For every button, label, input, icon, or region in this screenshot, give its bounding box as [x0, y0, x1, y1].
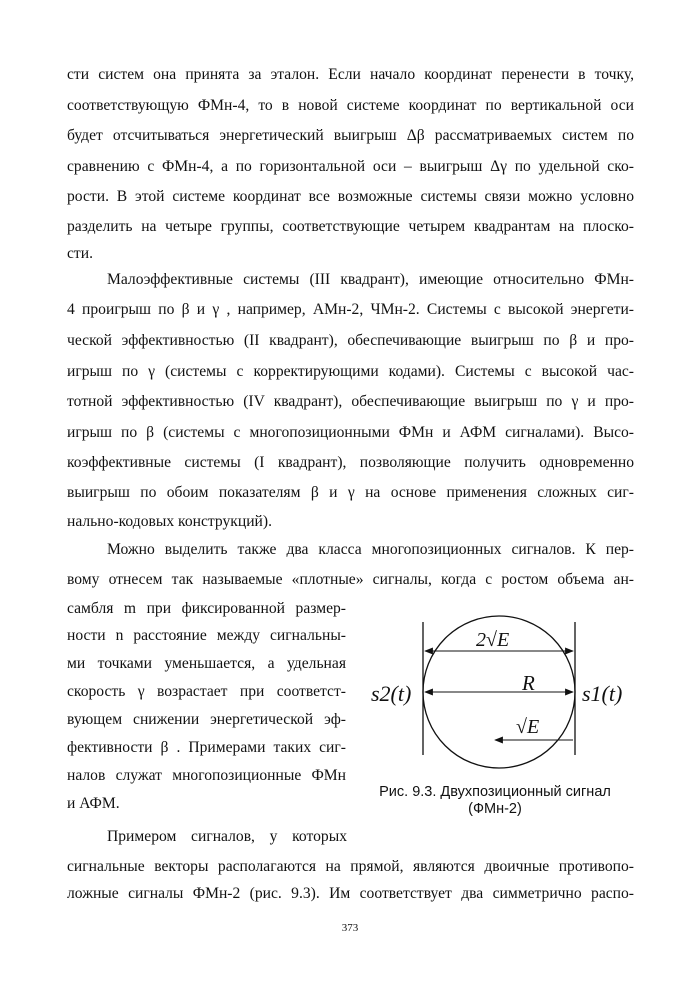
text-line: соответствующую ФМн-4, то в новой системе координат по вертикальной оси — [67, 97, 634, 114]
text-line: фективности β . Примерами таких сиг- — [67, 739, 346, 756]
label-2sqrtE: 2√E — [476, 629, 510, 651]
figure-caption: Рис. 9.3. Двухпозиционный сигнал — [379, 784, 611, 800]
text-line: вующем снижении энергетической эф- — [67, 711, 346, 728]
text-line: сти. — [67, 245, 93, 262]
text-line: рости. В этой системе координат все возможные системы связи можно условно — [67, 188, 634, 205]
text-line: сигнальные векторы располагаются на прямой, являются двоичные противопо- — [67, 858, 634, 875]
text-line: игрыш по β (системы с многопозиционными ФМн и АФМ сигналами). Высо- — [67, 424, 634, 441]
text-line: Можно выделить также два класса многопозиционных сигналов. К пер- — [107, 541, 634, 558]
page-number: 373 — [341, 922, 359, 934]
text-line: разделить на четыре группы, соответствующие четырем квадрантам на плоско- — [67, 218, 634, 235]
text-line: Примером сигналов, у которых — [107, 828, 347, 845]
text-line: сти систем она принята за эталон. Если начало координат перенести в точку, — [67, 66, 634, 83]
text-line: 4 проигрыш по β и γ , например, АМн-2, ЧМн-2. Системы с высокой энергети- — [67, 301, 634, 318]
text-line: выигрыш по обоим показателям β и γ на основе применения сложных сиг- — [67, 484, 634, 501]
text-line: будет отсчитываться энергетический выигрыш Δβ рассматриваемых систем по — [67, 127, 634, 144]
text-line: тотной эффективностью (IV квадрант), обеспечивающие выигрыш по γ и про- — [67, 393, 634, 410]
text-line: ложные сигналы ФМн-2 (рис. 9.3). Им соответствует два симметрично распо- — [67, 885, 634, 902]
text-line: налов служат многопозиционные ФМн — [67, 767, 346, 784]
text-line: коэффективные системы (I квадрант), позволяющие получить одновременно — [67, 454, 634, 471]
text-line: скорость γ возрастает при соответст- — [67, 683, 346, 700]
label-s2: s2(t) — [371, 681, 412, 706]
text-line: сравнению с ФМн-4, а по горизонтальной оси – выигрыш Δγ по удельной ско- — [67, 158, 634, 175]
text-line: игрыш по γ (системы с корректирующими кодами). Системы с высокой час- — [67, 363, 634, 380]
text-line: самбля m при фиксированной размер- — [67, 600, 346, 617]
label-R: R — [522, 671, 535, 695]
text-line: вому отнесем так называемые «плотные» сигналы, когда с ростом объема ан- — [67, 571, 634, 588]
label-sqrtE: √E — [516, 716, 540, 738]
figure-caption-sub: (ФМн-2) — [468, 801, 522, 817]
text-line: и АФМ. — [67, 795, 120, 812]
text-line: ческой эффективностью (II квадрант), обеспечивающие выигрыш по β и про- — [67, 332, 634, 349]
text-line: нально-кодовых конструкций). — [67, 513, 272, 530]
text-line: ми точками уменьшается, а удельная — [67, 655, 346, 672]
label-s1: s1(t) — [582, 681, 623, 706]
text-line: Малоэффективные системы (III квадрант), имеющие относительно ФМн- — [107, 271, 634, 288]
text-line: ности n расстояние между сигнальны- — [67, 627, 346, 644]
